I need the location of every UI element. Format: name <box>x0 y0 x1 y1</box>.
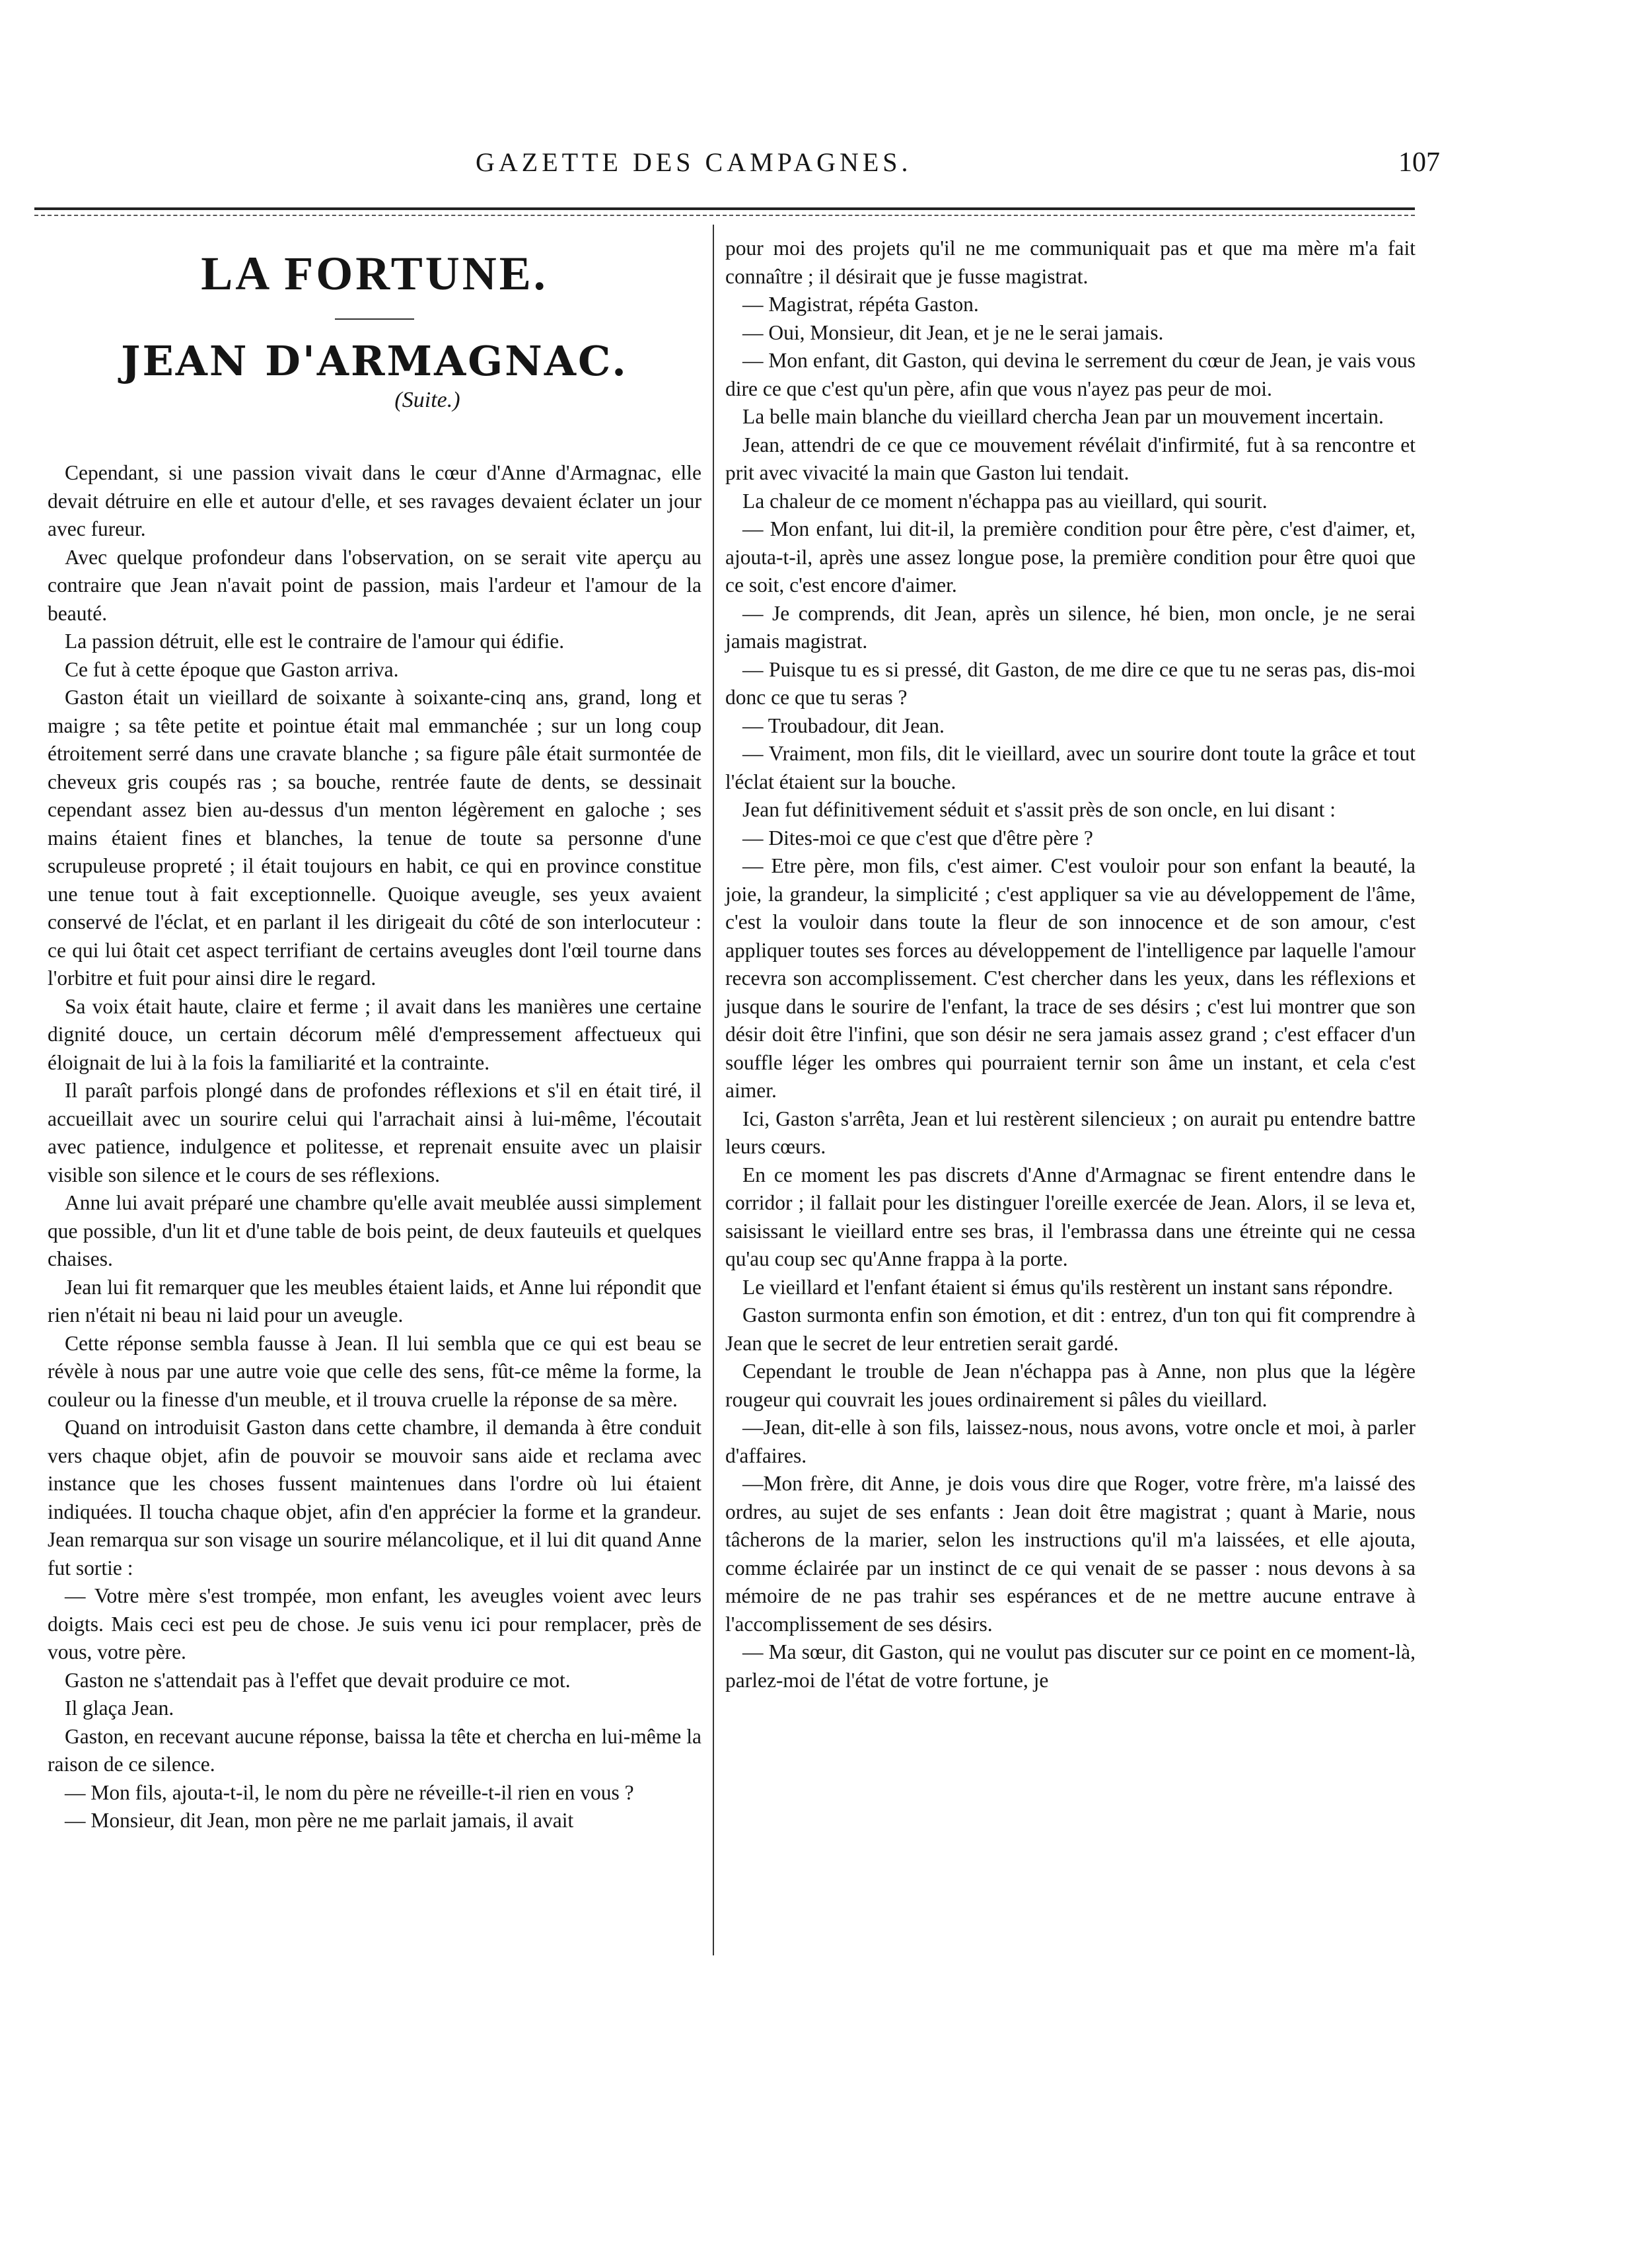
paragraph: — Troubadour, dit Jean. <box>742 713 945 737</box>
paragraph: Avec quelque profondeur dans l'observation, on se serait vite aperçu au contraire que Jean n'avait point de passion, mais l'ardeur et l'amour de la beauté. <box>48 545 701 625</box>
paragraph: Jean, attendri de ce que ce mouvement révélait d'infirmité, fut à sa rencontre et prit avec vivacité la main que Gaston lui tendait. <box>725 433 1416 484</box>
paragraph: Gaston, en recevant aucune réponse, baissa la tête et chercha en lui-même la raison de ce silence. <box>48 1724 701 1776</box>
paragraph: Jean fut définitivement séduit et s'assit près de son oncle, en lui disant : <box>742 798 1336 821</box>
column-divider <box>713 225 714 1955</box>
paragraph: — Monsieur, dit Jean, mon père ne me parlait jamais, il avait <box>65 1809 574 1832</box>
paragraph: Gaston était un vieillard de soixante à soixante-cinq ans, grand, long et maigre ; sa tête petite et pointue était mal emmanchée ; sur un long coup étroitement serré dans une cravate blanche ; sa figure pâle était surmontée de cheveux gris coupés ras ; sa bouche, rentrée faute de dents, se dessinait cependant assez bien au-dessus d'un menton légèrement en galoche ; ses mains étaient fines et blanches, la tenue de toute sa personne d'une scrupuleuse propreté ; il était toujours en habit, ce qui en province constitue une tenue tout à fait exceptionnelle. Quoique aveugle, ses yeux avaient conservé de l'éclat, et en parlant il les dirigeait du côté de son interlocuteur : ce qui lui ôtait cet aspect terrifiant de certains aveugles dont l'œil tourne dans l'orbitre et fuit pour ainsi dire le regard. <box>48 686 701 990</box>
paragraph: Il paraît parfois plongé dans de profondes réflexions et s'il en était tiré, il accueillait avec un sourire celui qui l'arrachait ainsi à lui-même, l'écoutait avec patience, indulgence et politesse, et reprenait ensuite avec un plaisir visible son silence et le cours de ses réflexions. <box>48 1079 701 1186</box>
paragraph: Sa voix était haute, claire et ferme ; il avait dans les manières une certaine dignité douce, un certain décorum mêlé d'empressement affectueux qui éloignait de lui à la fois la familiarité et la contrainte. <box>48 994 701 1074</box>
paragraph: — Mon enfant, lui dit-il, la première condition pour être père, c'est d'aimer, et, ajouta-t-il, après une assez longue pose, la première condition pour être quoi que ce soit, c'est encore d'aimer. <box>725 517 1416 597</box>
paragraph: Gaston ne s'attendait pas à l'effet que devait produire ce mot. <box>65 1668 571 1692</box>
header-rule-secondary <box>34 215 1415 216</box>
paragraph: — Dites-moi ce que c'est que d'être père ? <box>742 826 1093 850</box>
right-column <box>725 235 1416 1694</box>
paragraph: La belle main blanche du vieillard chercha Jean par un mouvement incertain. <box>742 405 1384 428</box>
page-number: 107 <box>1398 147 1440 178</box>
header-rule <box>34 207 1415 210</box>
paragraph: Le vieillard et l'enfant étaient si émus qu'ils restèrent un instant sans répondre. <box>742 1275 1393 1299</box>
story-suite-label: (Suite.) <box>394 388 460 412</box>
paragraph: — Vraiment, mon fils, dit le vieillard, avec un sourire dont toute la grâce et tout l'éclat étaient sur la bouche. <box>725 742 1416 793</box>
paragraph: Cependant, si une passion vivait dans le cœur d'Anne d'Armagnac, elle devait détruire en elle et autour d'elle, et ses ravages devaient éclater un jour avec fureur. <box>48 461 701 540</box>
paragraph: — Puisque tu es si pressé, dit Gaston, de me dire ce que tu ne seras pas, dis-moi donc ce que tu seras ? <box>725 657 1416 709</box>
paragraph: Cette réponse sembla fausse à Jean. Il lui sembla que ce qui est beau se révèle à nous par une autre voie que celle des sens, fût-ce même la forme, la couleur ou la finesse d'un meuble, et il trouva cruelle la réponse de sa mère. <box>48 1331 701 1411</box>
paragraph: Ici, Gaston s'arrêta, Jean et lui restèrent silencieux ; on aurait pu entendre battre leurs cœurs. <box>725 1107 1416 1158</box>
paragraph: Anne lui avait préparé une chambre qu'elle avait meublée aussi simplement que possible, d'un lit et d'une table de bois peint, de deux fauteuils et quelques chaises. <box>48 1191 701 1270</box>
paragraph: — Magistrat, répéta Gaston. <box>742 293 979 316</box>
paragraph: Quand on introduisit Gaston dans cette chambre, il demanda à être conduit vers chaque objet, afin de pouvoir se mouvoir sans aide et reclama avec instance que les choses fussent maintenues dans l'ordre où lui étaient indiquées. Il toucha chaque objet, afin d'en apprécier la forme et la grandeur. Jean remarqua sur son visage un sourire mélancolique, et il lui dit quand Anne fut sortie : <box>48 1416 701 1580</box>
paragraph: — Votre mère s'est trompée, mon enfant, les aveugles voient avec leurs doigts. Mais ceci est peu de chose. Je suis venu ici pour remplacer, près de vous, votre père. <box>48 1584 701 1663</box>
story-title: JEAN D'ARMAGNAC. <box>121 337 628 385</box>
left-column <box>48 235 701 1835</box>
paragraph: — Mon fils, ajouta-t-il, le nom du père ne réveille-t-il rien en vous ? <box>65 1780 634 1804</box>
paragraph: —Jean, dit-elle à son fils, laissez-nous, nous avons, votre oncle et moi, à parler d'affaires. <box>725 1416 1416 1467</box>
newspaper-title: GAZETTE DES CAMPAGNES. <box>476 147 912 177</box>
paragraph: —Mon frère, dit Anne, je dois vous dire que Roger, votre frère, m'a laissé des ordres, au sujet de ses enfants : Jean doit être magistrat ; quant à Marie, nous tâcherons de la marier, selon les instructions qu'il m'a laissées, et elle ajouta, comme éclairée par un instinct de ce qui venait de se passer : nous devons à sa mémoire de ne pas trahir ses espérances et de ne mettre aucune entrave à l'accomplissement de ses désirs. <box>725 1472 1416 1636</box>
paragraph: — Mon enfant, dit Gaston, qui devina le serrement du cœur de Jean, je vais vous dire ce que c'est qu'un père, afin que vous n'ayez pas peur de moi. <box>725 349 1416 400</box>
paragraph: — Ma sœur, dit Gaston, qui ne voulut pas discuter sur ce point en ce moment-là, parlez-moi de l'état de votre fortune, je <box>725 1640 1416 1692</box>
paragraph: — Etre père, mon fils, c'est aimer. C'est vouloir pour son enfant la beauté, la joie, la grandeur, la simplicité ; c'est appliquer sa vie au développement de l'âme, c'est la vouloir dans toute la fleur de son innocence et de son amour, c'est appliquer toutes ses forces au développement de l'intelligence par laquelle l'amour recevra son accomplissement. C'est chercher dans les yeux, dans les réflexions et jusque dans le sourire de l'enfant, la trace de ses désirs ; c'est lui montrer que son désir doit être l'infini, que son désir ne sera jamais assez grand ; c'est effacer d'un souffle léger les ombres qui pourraient ternir son âme un instant, et cela c'est aimer. <box>725 854 1416 1102</box>
paragraph: Il glaça Jean. <box>65 1696 174 1720</box>
paragraph: Jean lui fit remarquer que les meubles étaient laids, et Anne lui répondit que rien n'était ni beau ni laid pour un aveugle. <box>48 1275 701 1327</box>
title-divider <box>335 318 414 320</box>
page-header <box>40 147 1440 186</box>
paragraph: Cependant le trouble de Jean n'échappa pas à Anne, non plus que la légère rougeur qui couvrait les joues ordinairement si pâles du vieillard. <box>725 1360 1416 1411</box>
paragraph: En ce moment les pas discrets d'Anne d'Armagnac se firent entendre dans le corridor ; il fallait pour les distinguer l'oreille exercée de Jean. Alors, il se leva et, saisissant le vieillard entre ses bras, il l'embrassa dans une étreinte qui ne cessa qu'au coup sec qu'Anne frappa à la porte. <box>725 1163 1416 1270</box>
paragraph: — Je comprends, dit Jean, après un silence, hé bien, mon oncle, je ne serai jamais magistrat. <box>725 601 1416 653</box>
paragraph: La chaleur de ce moment n'échappa pas au vieillard, qui sourit. <box>742 489 1268 513</box>
paragraph: Gaston surmonta enfin son émotion, et dit : entrez, d'un ton qui fit comprendre à Jean que le secret de leur entretien serait gardé. <box>725 1303 1416 1355</box>
left-column-body <box>48 459 701 1835</box>
paragraph: La passion détruit, elle est le contraire de l'amour qui édifie. <box>65 630 565 653</box>
paragraph: — Oui, Monsieur, dit Jean, et je ne le serai jamais. <box>742 320 1164 344</box>
section-title: LA FORTUNE. <box>201 247 548 300</box>
paragraph: Ce fut à cette époque que Gaston arriva. <box>65 657 399 681</box>
paragraph-continued: pour moi des projets qu'il ne me communiquait pas et que ma mère m'a fait connaître ; il désirait que je fusse magistrat. <box>725 236 1416 288</box>
